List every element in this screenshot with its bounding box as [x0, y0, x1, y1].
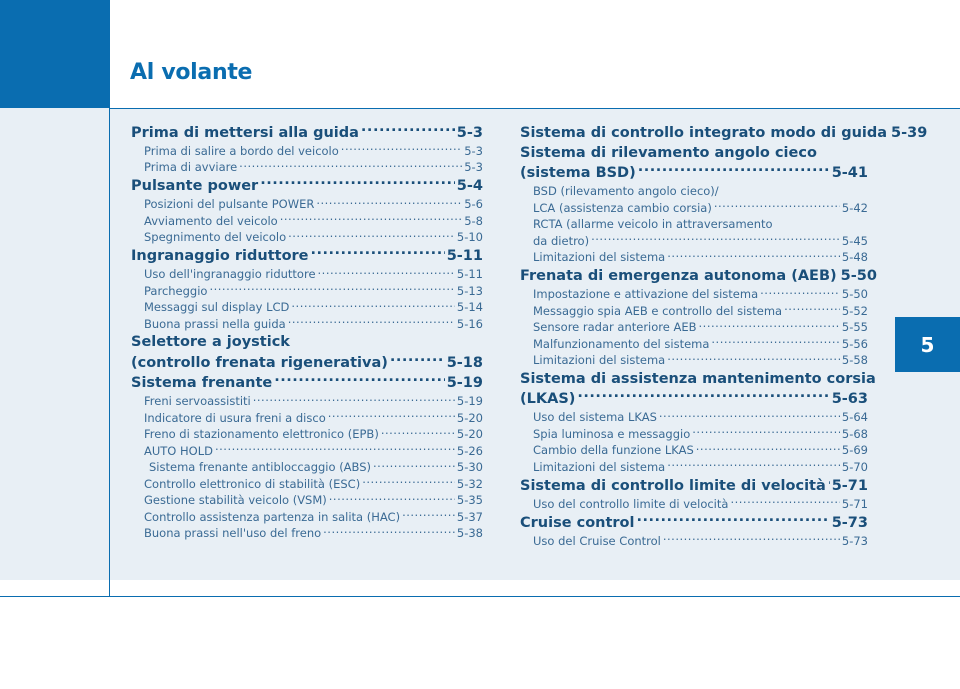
toc-entry-label: Uso del Cruise Control: [533, 533, 661, 548]
toc-page-number: 5-64: [841, 410, 868, 424]
toc-entry-label: Messaggi sul display LCD: [144, 300, 290, 314]
toc-entry-label: Gestione stabilità veicolo (VSM): [144, 493, 327, 507]
toc-entry-label: Prima di mettersi alla guida: [131, 124, 359, 141]
toc-page-number: 5-63: [831, 391, 868, 407]
toc-entry-label: Sistema di controllo limite di velocità: [520, 477, 826, 494]
toc-subentry[interactable]: [520, 352, 868, 369]
toc-subentry[interactable]: [131, 143, 483, 160]
toc-leader-dots: [663, 533, 840, 545]
toc-subentry[interactable]: [131, 229, 483, 246]
toc-page-number: 5-35: [456, 493, 483, 507]
toc-leader-dots: [577, 389, 829, 404]
toc-page-number: 5-3: [456, 124, 483, 141]
toc-page-number: 5-26: [456, 443, 483, 458]
toc-entry-label: Posizioni del pulsante POWER: [144, 197, 315, 211]
toc-entry-label: Controllo elettronico di stabilità (ESC): [144, 476, 361, 491]
toc-entry-label: Limitazioni del sistema: [533, 459, 666, 474]
toc-entry-label: Parcheggio: [144, 283, 208, 298]
toc-entry-label: Indicatore di usura freni a disco: [144, 410, 326, 425]
toc-page-number: 5-69: [841, 443, 868, 457]
toc-entry-label: Freni servoassistiti: [144, 394, 251, 408]
toc-leader-dots: [329, 493, 455, 505]
toc-entry-label: Cambio della funzione LKAS: [533, 443, 694, 457]
toc-leader-dots: [714, 200, 840, 212]
toc-subentry[interactable]: [131, 316, 483, 333]
toc-page-number: 5-20: [456, 410, 483, 425]
toc-subentry[interactable]: [131, 492, 483, 509]
toc-leader-dots: [311, 246, 445, 261]
toc-page-number: 5-50: [841, 287, 868, 301]
toc-subentry[interactable]: [131, 410, 483, 427]
toc-entry-label: da dietro): [533, 233, 590, 248]
toc-subentry[interactable]: [131, 283, 483, 300]
toc-subentry[interactable]: [520, 459, 868, 476]
toc-page-number: 5-16: [456, 316, 483, 331]
toc-entry-label: Impostazione e attivazione del sistema: [533, 287, 759, 301]
toc-page-number: 5-41: [831, 165, 868, 181]
toc-page-number: 5-18: [446, 354, 483, 371]
toc-page-number: 5-13: [456, 283, 483, 298]
toc-left-column: [131, 122, 483, 542]
toc-leader-dots: [323, 526, 455, 538]
toc-page-number: 5-73: [831, 514, 868, 531]
toc-leader-dots: [291, 300, 455, 312]
toc-leader-dots: [260, 176, 455, 191]
toc-leader-dots: [711, 336, 839, 348]
toc-page-number: 5-3: [464, 160, 483, 174]
toc-page-number: 5-73: [841, 533, 868, 548]
toc-entry-label: Controllo assistenza partenza in salita (HAC): [144, 509, 401, 524]
toc-entry-label: Uso del controllo limite di velocità: [533, 496, 729, 511]
toc-entry-label: Pulsante power: [131, 178, 259, 194]
toc-subentry[interactable]: [131, 476, 483, 493]
toc-entry-label: Prima di avviare: [144, 160, 238, 174]
toc-section-title[interactable]: Selettore a joystick: [131, 334, 290, 350]
toc-leader-dots: [760, 287, 840, 299]
toc-page-number: 5-52: [841, 303, 868, 318]
toc-leader-dots: [253, 394, 455, 406]
toc-subentry[interactable]: [131, 525, 483, 542]
toc-page-number: 5-50: [840, 268, 877, 284]
toc-section-title[interactable]: Sistema di assistenza mantenimento corsia: [520, 370, 876, 387]
toc-section-title[interactable]: Sistema di rilevamento angolo cieco: [520, 144, 817, 161]
toc-page-number: 5-20: [456, 427, 483, 441]
toc-entry-label: Sistema frenante: [131, 375, 273, 391]
toc-leader-dots: [696, 443, 840, 455]
toc-page-number: 5-10: [456, 230, 483, 244]
toc-page-number: 5-55: [841, 320, 868, 334]
toc-subentry[interactable]: [520, 533, 868, 550]
toc-page-number: 5-32: [456, 476, 483, 491]
toc-subentry[interactable]: [520, 286, 868, 303]
toc-leader-dots: [659, 410, 840, 422]
toc-entry-label: Spia luminosa e messaggio: [533, 426, 691, 441]
toc-page-number: 5-3: [464, 143, 483, 158]
toc-section-entry[interactable]: [131, 176, 483, 197]
toc-entry-label: (sistema BSD): [520, 165, 636, 181]
header-blue-block: [0, 0, 109, 108]
toc-leader-dots: [591, 233, 840, 245]
toc-subentry[interactable]: [520, 233, 868, 250]
toc-page-number: 5-19: [456, 394, 483, 408]
toc-entry-label: Sistema frenante antibloccaggio (ABS): [149, 460, 372, 474]
toc-page-number: 5-71: [841, 496, 868, 511]
toc-subentry[interactable]: [131, 393, 483, 410]
toc-leader-dots: [318, 267, 455, 279]
toc-subentry[interactable]: [520, 409, 868, 426]
toc-subentry[interactable]: [131, 266, 483, 283]
toc-page-number: 5-38: [456, 526, 483, 540]
toc-page-number: 5-42: [841, 200, 868, 215]
toc-subentry[interactable]: [131, 459, 483, 476]
toc-entry-label: (LKAS): [520, 391, 576, 407]
toc-leader-dots: [692, 426, 840, 438]
header-rule: [109, 108, 960, 109]
page-title: Al volante: [130, 60, 253, 85]
toc-entry-label: AUTO HOLD: [144, 443, 213, 458]
toc-subentry[interactable]: [131, 196, 483, 213]
toc-subentry-label[interactable]: BSD (rilevamento angolo cieco)/: [533, 184, 719, 198]
toc-entry-label: Spegnimento del veicolo: [144, 230, 287, 244]
toc-entry-label: Frenata di emergenza autonoma (AEB): [520, 268, 837, 284]
toc-section-entry[interactable]: [520, 122, 928, 143]
toc-section-entry[interactable]: [520, 389, 868, 410]
toc-leader-dots: [828, 475, 830, 490]
toc-leader-dots: [667, 250, 840, 262]
toc-page-number: 5-4: [456, 178, 483, 194]
toc-right-column: [520, 122, 928, 549]
toc-page-number: 5-19: [446, 375, 483, 391]
toc-entry-label: Buona prassi nell'uso del freno: [144, 526, 322, 540]
toc-section-entry[interactable]: [131, 352, 483, 373]
toc-subentry[interactable]: [520, 319, 868, 336]
toc-subentry[interactable]: [520, 442, 868, 459]
toc-leader-dots: [381, 427, 455, 439]
toc-page-number: 5-8: [464, 213, 483, 228]
toc-entry-label: Uso dell'ingranaggio riduttore: [144, 267, 316, 281]
toc-leader-dots: [637, 512, 830, 527]
toc-leader-dots: [288, 316, 455, 328]
toc-page-number: 5-11: [456, 267, 483, 281]
toc-subentry-label[interactable]: RCTA (allarme veicolo in attraversamento: [533, 217, 773, 231]
toc-leader-dots: [667, 459, 840, 471]
toc-subentry[interactable]: [131, 443, 483, 460]
toc-section-entry[interactable]: [131, 373, 483, 394]
toc-leader-dots: [699, 320, 840, 332]
toc-leader-dots: [373, 460, 455, 472]
toc-leader-dots: [239, 160, 462, 172]
toc-subentry[interactable]: [520, 496, 868, 513]
toc-section-entry[interactable]: [131, 246, 483, 267]
toc-page-number: 5-68: [841, 426, 868, 441]
toc-leader-dots: [209, 283, 454, 295]
toc-entry-label: Cruise control: [520, 514, 635, 531]
toc-leader-dots: [341, 143, 462, 155]
toc-leader-dots: [784, 303, 840, 315]
toc-page-number: 5-14: [456, 300, 483, 314]
toc-entry-label: Sistema di controllo integrato modo di guida: [520, 124, 888, 141]
toc-subentry[interactable]: [520, 336, 868, 353]
toc-leader-dots: [288, 230, 455, 242]
toc-subentry[interactable]: [520, 200, 868, 217]
toc-page-number: 5-70: [841, 459, 868, 474]
toc-entry-label: Sensore radar anteriore AEB: [533, 320, 697, 334]
toc-leader-dots: [362, 476, 455, 488]
toc-entry-label: Avviamento del veicolo: [144, 213, 278, 228]
toc-section-entry[interactable]: [520, 266, 877, 287]
toc-leader-dots: [730, 496, 839, 508]
chapter-tab[interactable]: 5: [895, 317, 960, 372]
toc-leader-dots: [274, 373, 444, 388]
toc-leader-dots: [667, 353, 840, 365]
toc-leader-dots: [361, 122, 455, 137]
footer-rule: [0, 596, 960, 597]
toc-entry-label: Ingranaggio riduttore: [131, 248, 309, 264]
toc-subentry[interactable]: [520, 426, 868, 443]
toc-page-number: 5-71: [831, 477, 868, 494]
toc-subentry[interactable]: [131, 509, 483, 526]
toc-subentry[interactable]: [131, 299, 483, 316]
toc-page-number: 5-58: [841, 353, 868, 367]
toc-page-number: 5-6: [464, 197, 483, 211]
toc-page-number: 5-11: [446, 248, 483, 264]
toc-subentry[interactable]: [131, 159, 483, 176]
toc-page-number: 5-45: [841, 233, 868, 248]
toc-page-number: 5-56: [841, 336, 868, 351]
toc-section-entry[interactable]: [131, 122, 483, 143]
toc-entry-label: Messaggio spia AEB e controllo del sistema: [533, 303, 783, 318]
vertical-rule: [109, 0, 110, 597]
toc-leader-dots: [316, 197, 462, 209]
toc-section-entry[interactable]: [520, 475, 868, 496]
toc-page-number: 5-37: [456, 509, 483, 524]
toc-subentry[interactable]: [131, 213, 483, 230]
toc-subentry[interactable]: [520, 303, 868, 320]
toc-leader-dots: [215, 443, 455, 455]
toc-subentry[interactable]: [520, 249, 868, 266]
toc-leader-dots: [402, 509, 455, 521]
toc-entry-label: Uso del sistema LKAS: [533, 410, 657, 424]
toc-leader-dots: [638, 163, 830, 178]
toc-entry-label: (controllo frenata rigenerativa): [131, 354, 388, 371]
toc-entry-label: LCA (assistenza cambio corsia): [533, 200, 712, 215]
toc-page-number: 5-48: [841, 250, 868, 264]
toc-entry-label: Buona prassi nella guida: [144, 316, 286, 331]
toc-leader-dots: [328, 410, 455, 422]
toc-leader-dots: [390, 352, 445, 367]
toc-entry-label: Limitazioni del sistema: [533, 250, 666, 264]
toc-section-entry[interactable]: [520, 163, 868, 184]
toc-page-number: 5-30: [456, 460, 483, 474]
toc-subentry[interactable]: [131, 426, 483, 443]
toc-entry-label: Limitazioni del sistema: [533, 353, 666, 367]
toc-entry-label: Freno di stazionamento elettronico (EPB): [144, 427, 379, 441]
toc-section-entry[interactable]: [520, 512, 868, 533]
toc-leader-dots: [280, 213, 462, 225]
toc-entry-label: Prima di salire a bordo del veicolo: [144, 143, 339, 158]
toc-entry-label: Malfunzionamento del sistema: [533, 336, 710, 351]
toc-page-number: 5-39: [891, 124, 928, 141]
